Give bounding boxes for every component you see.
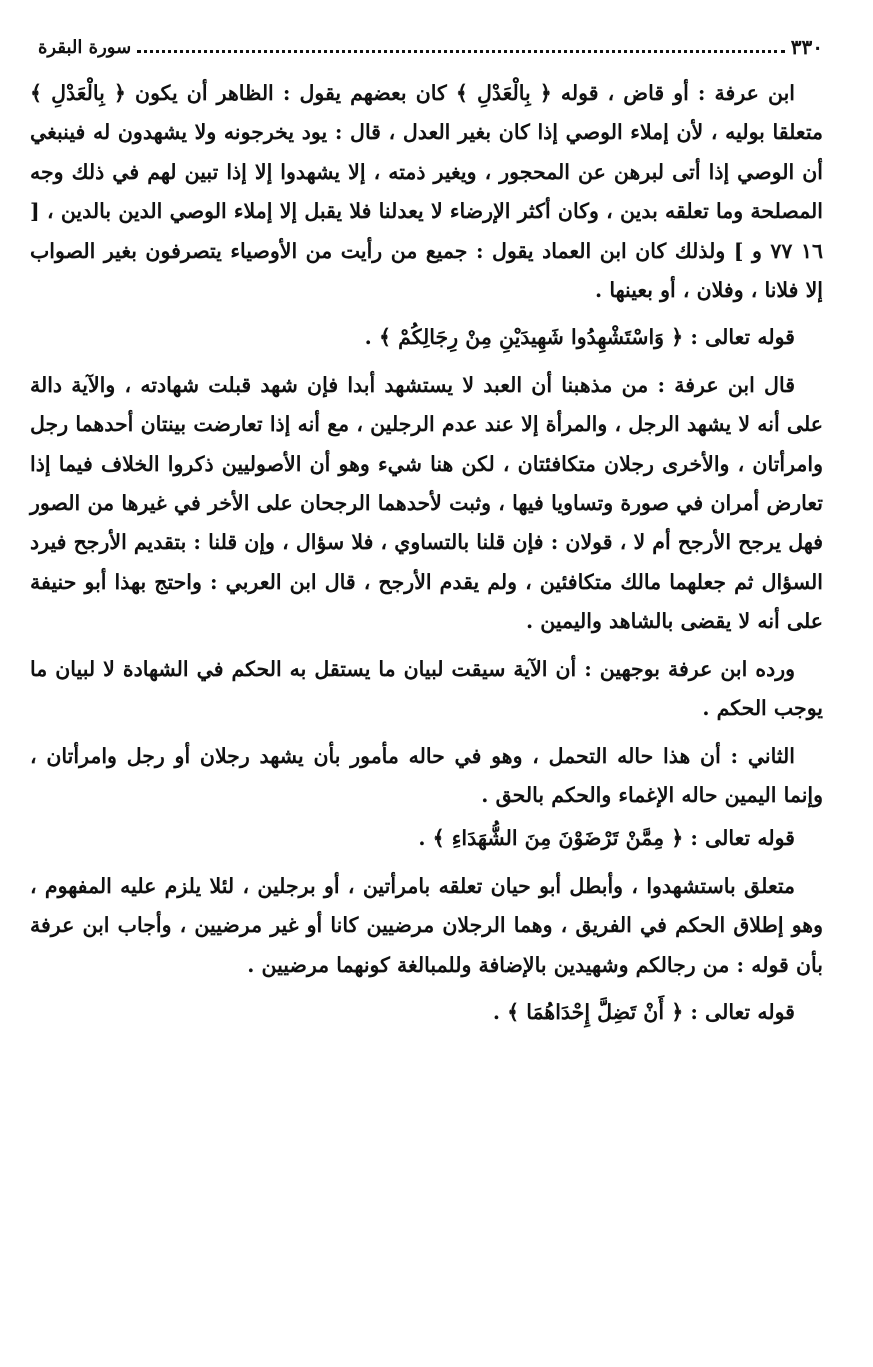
paragraph: ورده ابن عرفة بوجهين : أن الآية سيقت لبيان ما يستقل به الحكم في الشهادة لا لبيان ما يوجب الحكم . [30,656,823,721]
verse-heading [30,819,823,858]
chapter-title: سورة البقرة [38,36,132,58]
leader-dots [137,50,785,53]
paragraph: قال ابن عرفة : من مذهبنا أن العبد لا يستشهد أبدا فإن شهد قبلت شهادته ، والآية دالة على أنه لا يشهد الرجل ، والمرأة إلا عند عدم الرجلين ، مع أنه إذا تعارضت بينتان أحدهما رجل وامرأتان ، والأخرى رجلان متكافئتان ، لكن هنا شيء وهو أن الأصوليين ذكروا الخلاف فيما إذا تعارض أمران في صورة وتساويا فيها ، وثبت لأحدهما الرجحان على الأخر في غيرها من الصور فهل يرجح الأرجح أم لا ، قولان : فإن قلنا بالتساوي ، فلا سؤال ، وإن قلنا : بتقديم الأرجح فيرد السؤال ثم جعلهما مالك متكافئين ، ولم يقدم الأرجح ، قال ابن العربي : واحتج بهذا أبو حنيفة على أنه لا يقضى بالشاهد واليمين . [30,372,823,634]
verse-lead: قوله تعالى : [690,999,795,1024]
page [30,32,823,1040]
paragraph: متعلق باستشهدوا ، وأبطل أبو حيان تعلقه بامرأتين ، أو برجلين ، لئلا يلزم عليه المفهوم ، وهو إطلاق الحكم في الفريق ، وهما الرجلان مرضيين كانا أو غير مرضيين ، وأجاب ابن عرفة بأن قوله : من رجالكم وشهيدين بالإضافة وللمبالغة كونهما مرضيين . [30,873,823,977]
page-number: ٣٣٠ [790,35,823,59]
verse-heading [30,993,823,1032]
verse-lead: قوله تعالى : [690,325,795,350]
verse-tail: . [492,999,500,1024]
verse-tail: . [418,826,426,851]
verse-heading [30,318,823,357]
running-head [30,32,823,62]
paragraph: الثاني : أن هذا حاله التحمل ، وهو في حاله مأمور بأن يشهد رجلان أو رجل وامرأتان ، وإنما اليمين حاله الإغماء والحكم بالحق . [30,743,823,807]
verse-tail: . [364,325,372,350]
quran-verse: ﴿ مِمَّنْ تَرْضَوْنَ مِنَ الشُّهَدَاءِ ﴾ [432,826,684,851]
paragraph: ابن عرفة : أو قاض ، قوله ﴿ بِالْعَدْلِ ﴾ كان بعضهم يقول : الظاهر أن يكون ﴿ بِالْعَدْلِ ﴾متعلقا بوليه ، لأن إملاء الوصي إذا كان بغير العدل ، قال : يود يخرجونه ولا يشهدون له فينبغي أن الوصي إذا أتى لبرهن عن المحجور ، ويغير ذمته ، إلا يشهدوا إلا إذا تبين لهم في ذلك وجه المصلحة وما تعلقه بدين ، وكان أكثر الإرضاء لا يعدلنا فلا يقبل إلا إملاء الوصي الدين بالدين ، [ ١٦ ٧٧ و ] ولذلك كان ابن العماد يقول : جميع من رأيت من الأوصياء يتصرفون بغير الصواب إلا فلانا ، وفلان ، أو بعينها . [30,81,824,303]
quran-verse: ﴿ أَنْ تَضِلَّ إِحْدَاهُمَا ﴾ [507,999,684,1024]
quran-verse: ﴿ وَاسْتَشْهِدُوا شَهِيدَيْنِ مِنْ رِجَالِكُمْ ﴾ [378,325,684,350]
verse-lead: قوله تعالى : [690,826,795,851]
